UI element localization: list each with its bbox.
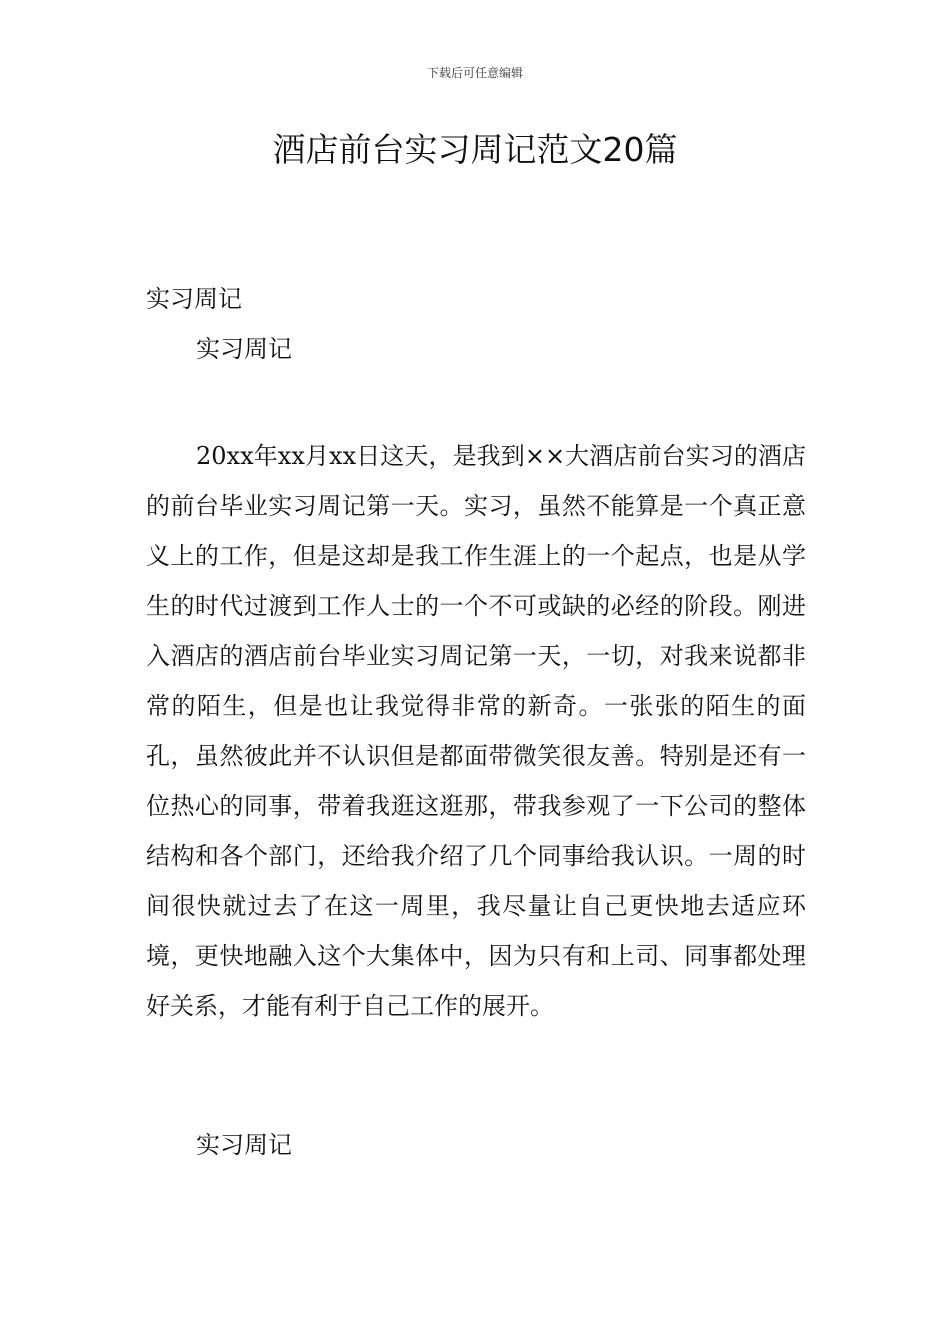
header-note: 下载后可任意编辑 [426,66,523,80]
sub-section-label-2: 实习周记 [196,1131,292,1159]
section-label: 实习周记 [146,285,242,313]
body-paragraph: 20xx年xx月xx日这天，是我到××大酒店前台实习的酒店的前台毕业实习周记第一天。实习，虽然不能算是一个真正意义上的工作，但是这却是我工作生涯上的一个起点，也是从学生的时代过渡到工作人士的一个不可或缺的必经的阶段。刚进入酒店的酒店前台毕业实习周记第一天，一切，对我来说都非常的陌生，但是也让我觉得非常的新奇。一张张的陌生的面孔，虽然彼此并不认识但是都面带微笑很友善。特别是还有一位热心的同事，带着我逛这逛那，带我参观了一下公司的整体结构和各个部门，还给我介绍了几个同事给我认识。一周的时间很快就过去了在这一周里，我尽量让自己更快地去适应环境，更快地融入这个大集体中，因为只有和上司、同事都处理好关系，才能有利于自己工作的展开。 [146,442,806,1020]
sub-section-label: 实习周记 [196,335,292,363]
document-title: 酒店前台实习周记范文20篇 [272,130,678,169]
